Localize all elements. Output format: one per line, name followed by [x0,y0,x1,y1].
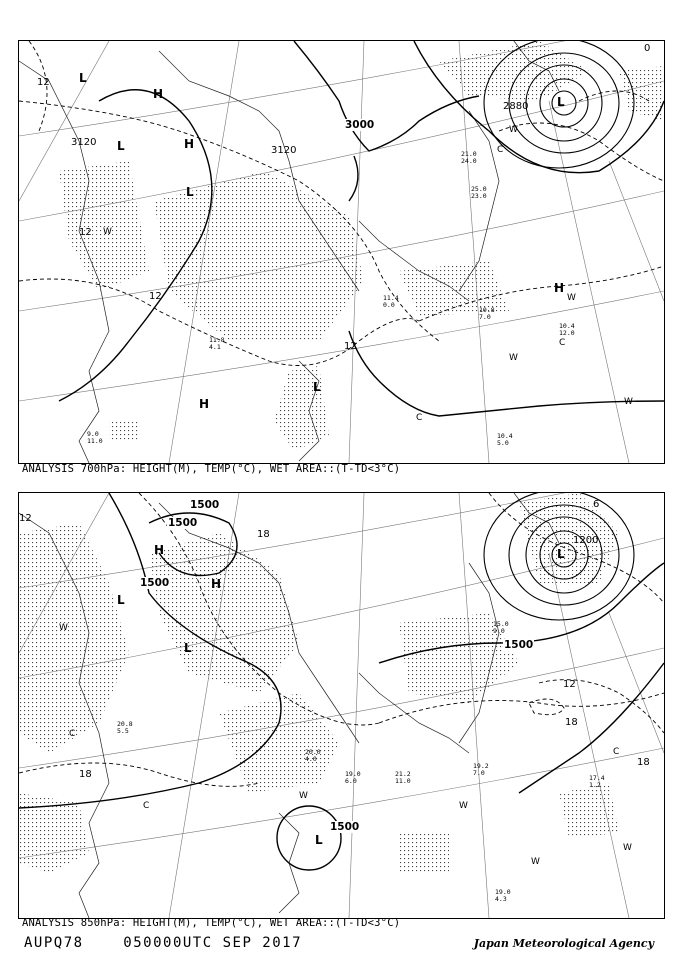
contour-label-1500: 1500 [168,517,198,529]
high-symbol: H [199,397,210,411]
station-plot: 9.0 11.0 [87,430,103,445]
contour-label-1500: 1500 [504,639,534,651]
low-symbol: L [184,641,192,655]
isotherm-label-12: 12 [563,679,576,690]
isotherm-label-18: 18 [637,757,650,768]
high-symbol: H [153,87,164,101]
cold-symbol: C [497,145,504,155]
station-plot: 19.2 7.0 [473,762,489,777]
station-plot: 19.0 4.3 [495,888,511,903]
warm-symbol: W [567,293,576,303]
isotherm-label-18: 18 [257,529,270,540]
station-plot: 10.4 12.0 [559,322,575,337]
caption-850hpa: ANALYSIS 850hPa: HEIGHT(M), TEMP(°C), WET AREA::(T-TD<3°C) [22,917,401,929]
station-plot: 25.0 23.0 [471,185,487,200]
station-plot: 20.8 5.5 [117,720,133,735]
isotherm-label-6: 6 [593,499,600,510]
isotherm-label-12-nw: 12 [37,77,50,88]
caption-700hpa: ANALYSIS 700hPa: HEIGHT(M), TEMP(°C), WET AREA::(T-TD<3°C) [22,463,401,475]
warm-symbol: W [624,397,633,407]
isotherm-label-12-s: 12 [344,341,357,352]
contour-label-3120-west: 3120 [71,137,97,148]
wet-area-stipple [59,41,664,451]
low-symbol: L [117,593,125,607]
agency-name: Japan Meteorological Agency [473,937,654,950]
cold-symbol: C [143,801,150,811]
isotherm-label-12: 12 [19,513,32,524]
isotherm-label-12-w: 12 [79,227,92,238]
station-plot: 17.4 1.2 [589,774,605,789]
isotherm-label-0: 0 [644,43,651,54]
cold-symbol: C [69,729,76,739]
high-symbol: H [184,137,195,151]
low-symbol: L [313,380,321,394]
station-plot: 15.0 9.0 [493,620,509,635]
low-symbol: L [79,71,87,85]
low-symbol: L [117,139,125,153]
contour-label-3000: 3000 [345,119,375,131]
warm-symbol: W [531,857,540,867]
low-symbol: L [186,185,194,199]
isotherm-label-12-sw: 12 [149,291,162,302]
warm-symbol: W [509,125,518,135]
contour-label-1200: 1200 [573,535,599,546]
contour-label-1500: 1500 [190,499,220,511]
station-plot: 11.8 4.1 [209,336,225,351]
warm-symbol: W [509,353,518,363]
station-plot: 20.0 4.0 [305,748,321,763]
warm-symbol: W [623,843,632,853]
low-center-symbol: L [557,95,565,109]
cold-symbol: C [613,747,620,757]
cold-symbol: C [559,338,566,348]
high-symbol: H [211,577,222,591]
map-panel-850hpa [18,492,665,919]
station-plot: 19.0 6.0 [345,770,361,785]
contour-label-1500: 1500 [140,577,170,589]
station-plot: 21.2 11.0 [395,770,411,785]
contour-label-3120: 3120 [271,145,297,156]
warm-symbol: W [459,801,468,811]
low-symbol: L [315,833,323,847]
map-panel-700hpa [18,40,665,464]
isotherm-label-18: 18 [79,769,92,780]
warm-symbol: W [103,227,112,237]
station-plot: 11.4 0.0 [383,294,399,309]
contour-label-1500: 1500 [330,821,360,833]
high-symbol: H [554,281,565,295]
height-contours-700 [59,41,664,416]
station-plot: 10.4 5.0 [497,432,513,447]
station-plot: 10.8 7.0 [479,306,495,321]
chart-code: AUPQ78 [24,935,84,951]
chart-identifier [24,935,302,951]
map-850hpa-graphics [19,493,664,918]
station-plot: 21.0 24.0 [461,150,477,165]
high-symbol: H [154,543,165,557]
map-700hpa-graphics [19,41,664,463]
valid-time: 050000UTC SEP 2017 [123,935,303,951]
cold-symbol: C [416,413,423,423]
isotherm-label-18: 18 [565,717,578,728]
warm-symbol: W [59,623,68,633]
warm-symbol: W [299,791,308,801]
low-center-symbol: L [557,547,565,561]
contour-label-2880: 2880 [503,101,529,112]
